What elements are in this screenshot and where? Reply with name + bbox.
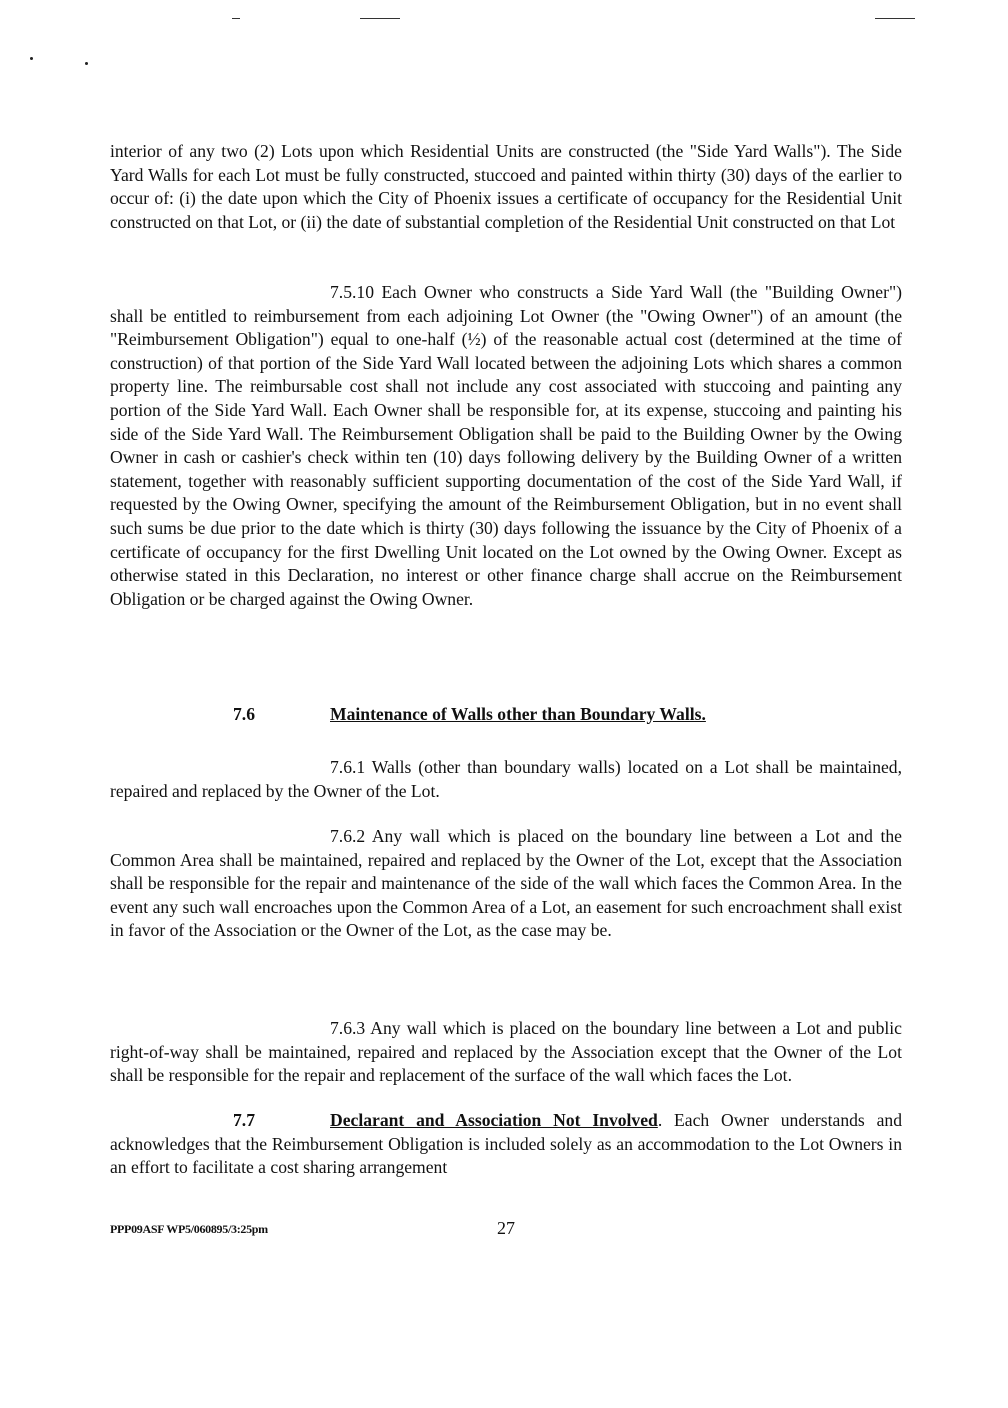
section-title: Declarant and Association Not Involved (330, 1110, 658, 1130)
section-title: Maintenance of Walls other than Boundary Walls. (330, 704, 706, 724)
paragraph-side-yard-walls: interior of any two (2) Lots upon which Residential Units are constructed (the "Side Yard Walls"). The Side Yard Walls for each Lot must be fully constructed, stuccoed and painted within thirty (30) days of the earlier to occur of: (i) the date upon which the City of Phoenix issues a certificate of occupancy for the Residential Unit constructed on that Lot, or (ii) the date of substantial completion of the Residential Unit constructed on that Lot (110, 141, 902, 232)
paragraph-text: 7.6.2 Any wall which is placed on the boundary line between a Lot and the Common Area shall be maintained, repaired and replaced by the Owner of the Lot, except that the Association shall be responsible for the repair and maintenance of the side of the wall which faces the Common Area. In the event any such wall encroaches upon the Common Area of a Lot, an easement for such encroachment shall exist in favor of the Association or the Owner of the Lot, as the case may be. (110, 826, 902, 941)
scan-artifact (85, 62, 88, 65)
scan-artifact (875, 18, 915, 19)
scan-artifact (360, 18, 400, 19)
page-number: 27 (497, 1218, 515, 1238)
paragraph-7-6-2 (110, 825, 902, 943)
paragraph-text: . Each Owner understands and acknowledges that the Reimbursement Obligation is included solely as an accommodation to the Lot Owners in an effort to facilitate a cost sharing arrangement (110, 1110, 902, 1178)
paragraph-7-7 (110, 1109, 902, 1180)
paragraph-7-5-10 (110, 281, 902, 611)
section-number: 7.6 (233, 704, 255, 724)
scan-artifact (30, 57, 33, 60)
paragraph-text: 7.5.10 Each Owner who constructs a Side Yard Wall (the "Building Owner") shall be entitled to reimbursement from each adjoining Lot Owner (the "Owing Owner") of an amount (the "Reimbursement Obligation") equal to one-half (½) of the reasonable actual cost (determined at the time of construction) of that portion of the Side Yard Wall located between the adjoining Lots which shares a common property line. The reimbursable cost shall not include any cost associated with stuccoing and painting any portion of the Side Yard Wall. Each Owner shall be responsible for, at its expense, stuccoing and painting his side of the Side Yard Wall. The Reimbursement Obligation shall be paid to the Building Owner by the Owing Owner in cash or cashier's check within ten (10) days following delivery by the Building Owner of a written statement, together with reasonably sufficient supporting documentation of the cost of the Side Yard Wall, if requested by the Owing Owner, specifying the amount of the Reimbursement Obligation, but in no event shall such sums be due prior to the date which is thirty (30) days following the issuance by the City of Phoenix of a certificate of occupancy for the first Dwelling Unit located on the Lot owned by the Owing Owner. Except as otherwise stated in this Declaration, no interest or other finance charge shall accrue on the Reimbursement Obligation or be charged against the Owing Owner. (110, 282, 902, 609)
paragraph-7-6-3 (110, 1017, 902, 1088)
paragraph-7-6-1 (110, 756, 902, 803)
scan-artifact (232, 18, 240, 19)
section-number: 7.7 (233, 1110, 255, 1130)
paragraph-text: 7.6.3 Any wall which is placed on the boundary line between a Lot and public right-of-way shall be maintained, repaired and replaced by the Association except that the Owner of the Lot shall be responsible for the repair and replacement of the surface of the wall which faces the Lot. (110, 1018, 902, 1086)
paragraph-text: 7.6.1 Walls (other than boundary walls) located on a Lot shall be maintained, repaired and replaced by the Owner of the Lot. (110, 757, 902, 801)
footer-document-id: PPP09ASF WP5/060895/3:25pm (110, 1222, 268, 1236)
